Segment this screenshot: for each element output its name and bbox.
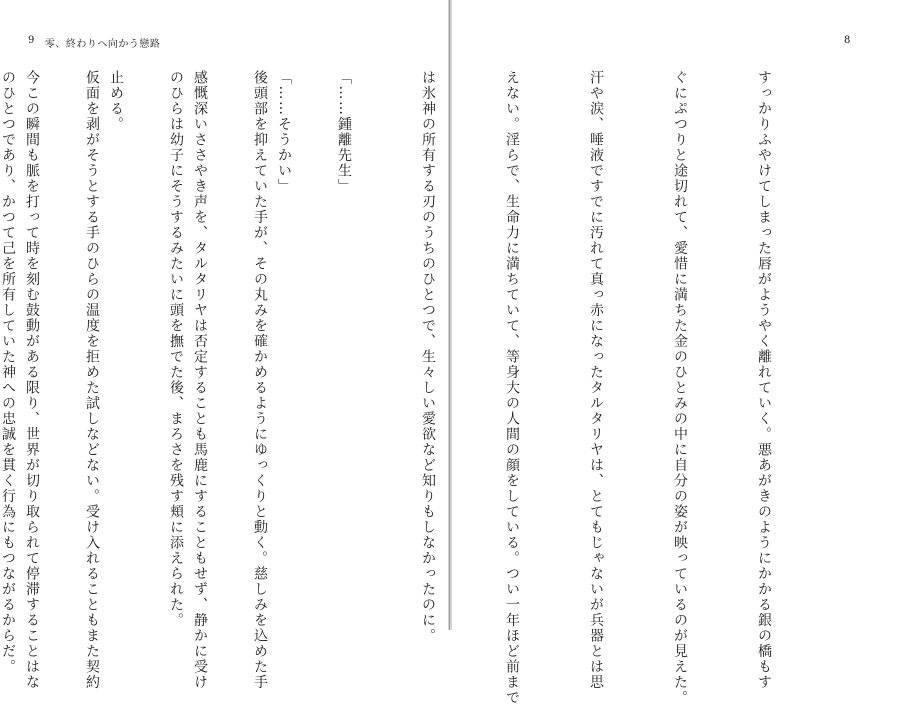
body-line: のひとつであり、かつて己を所有していた神への忠誠を貫く行為にもつながるからだ。 (0, 70, 16, 675)
body-line: 「……鍾離先生」 (336, 70, 352, 194)
body-line: 今この瞬間も脈を打って時を刻む鼓動がある限り、世界が切り取られて停滞することはな (24, 70, 40, 690)
body-line: 「……そうかい」 (276, 70, 292, 194)
left-page-header (28, 35, 160, 50)
body-line: 後頭部を抑えていた手が、その丸みを確かめるようにゆっくりと動く。慈しみを込めた手 (252, 70, 268, 690)
body-line: ぐにぷつりと途切れて、愛惜に満ちた金のひとみの中に自分の姿が映っているのが見えた。 (672, 70, 688, 706)
body-line: 仮面を剥がそうとする手のひらの温度を拒めた試しなどない。受け入れることもまた契約 (84, 70, 100, 690)
body-line: のひらは幼子にそうするみたいに頭を撫でた後、まろさを残す頬に添えられた。 (168, 70, 184, 628)
right-page-body (0, 70, 834, 706)
body-line: 汗や涙、唾液ですでに汚れて真っ赤になったタルタリヤは、とてもじゃないが兵器とは思 (588, 70, 604, 690)
running-head: 零、終わりへ向かう戀路 (44, 39, 161, 50)
body-line: すっかりふやけてしまった唇がようやく離れていく。悪あがきのようにかかる銀の橋もす (756, 70, 772, 690)
body-line: えない。淫らで、生命力に満ちていて、等身大の人間の顔をしている。つい一年ほど前まで (504, 70, 520, 706)
right-page-number: 8 (844, 35, 851, 46)
body-line: 止める。 (108, 70, 124, 132)
body-line: は氷神の所有する刃のうちのひとつで、生々しい愛欲など知りもしなかったのに。 (420, 70, 436, 644)
left-page-number: 9 (28, 35, 35, 46)
body-line: 感慨深いささやき声を、タルタリヤは否定することも馬鹿にすることもせず、静かに受け (192, 70, 208, 690)
